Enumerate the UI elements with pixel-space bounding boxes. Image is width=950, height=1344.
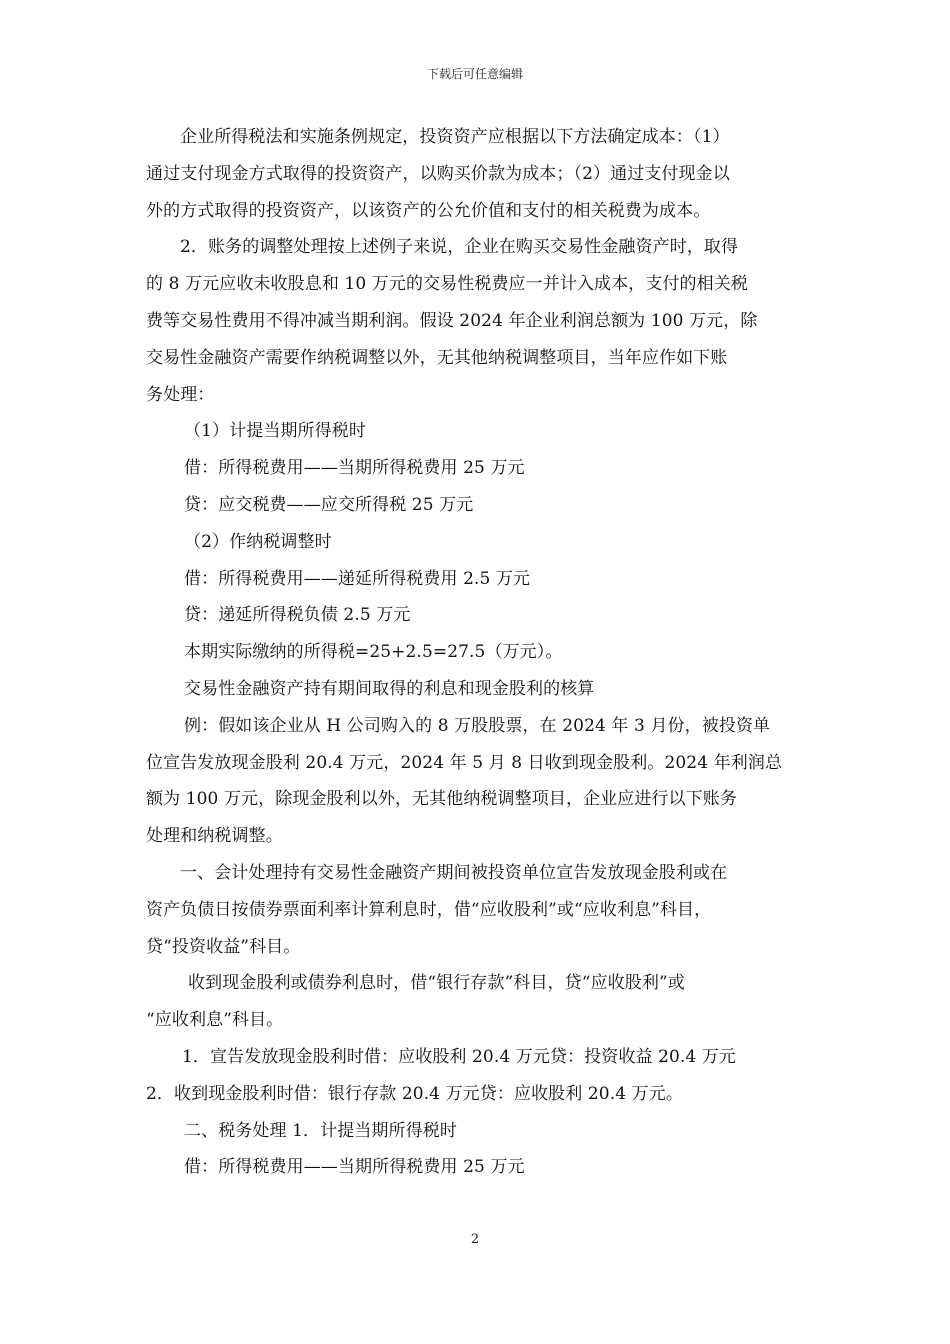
paragraph-line: 贷“投资收益”科目。 [146,936,301,957]
paragraph-line: 收到现金股利或债券利息时，借“银行存款”科目，贷“应收股利”或 [188,973,685,994]
paragraph-line: 企业所得税法和实施条例规定，投资资产应根据以下方法确定成本：（1） [180,127,730,147]
paragraph-line: 费等交易性费用不得冲减当期利润。假设 2024 年企业利润总额为 100 万元，除 [146,310,758,331]
paragraph-line: 额为 100 万元，除现金股利以外，无其他纳税调整项目，企业应进行以下账务 [146,789,737,810]
document-body [146,119,821,1186]
paragraph-line: 处理和纳税调整。 [146,826,283,847]
paragraph-line: 例：假如该企业从 H 公司购入的 8 万股股票，在 2024 年 3 月份，被投资单 [184,715,771,736]
paragraph-line: 二、税务处理 1．计提当期所得税时 [184,1120,457,1141]
paragraph-line: 借：所得税费用——当期所得税费用 25 万元 [184,458,525,479]
paragraph-line: “应收利息”科目。 [146,1010,284,1031]
paragraph-line: 务处理： [146,384,215,405]
paragraph-line: 贷：递延所得税负债 2.5 万元 [184,605,411,626]
paragraph-line: 本期实际缴纳的所得税=25+2.5=27.5（万元）。 [184,642,563,663]
paragraph-line: 一、会计处理持有交易性金融资产期间被投资单位宣告发放现金股利或在 [180,862,728,883]
paragraph-line: 借：所得税费用——递延所得税费用 2.5 万元 [184,568,531,589]
paragraph-line: 外的方式取得的投资资产，以该资产的公允价值和支付的相关税费为成本。 [146,200,711,221]
paragraph-line: （1）计提当期所得税时 [184,421,366,442]
paragraph-line: （2）作纳税调整时 [184,531,332,552]
paragraph-line: 交易性金融资产需要作纳税调整以外，无其他纳税调整项目，当年应作如下账 [146,347,728,368]
paragraph-line: 资产负债日按债券票面利率计算利息时，借“应收股利”或“应收利息”科目， [146,899,712,920]
page-number: 2 [470,1232,480,1247]
paragraph-line: 位宣告发放现金股利 20.4 万元，2024 年 5 月 8 日收到现金股利。2024 年利润总 [146,752,783,773]
page-header: 下载后可任意编辑 [426,67,523,81]
paragraph-line: 借：所得税费用——当期所得税费用 25 万元 [184,1157,525,1178]
paragraph-line: 2．账务的调整处理按上述例子来说，企业在购买交易性金融资产时，取得 [180,237,739,258]
paragraph-line: 通过支付现金方式取得的投资资产，以购买价款为成本；（2）通过支付现金以 [146,163,730,184]
paragraph-line: 交易性金融资产持有期间取得的利息和现金股利的核算 [184,678,595,699]
paragraph-line: 贷：应交税费——应交所得税 25 万元 [184,494,474,515]
paragraph-line: 的 8 万元应收未收股息和 10 万元的交易性税费应一并计入成本，支付的相关税 [146,274,748,295]
paragraph-line: 2．收到现金股利时借：银行存款 20.4 万元贷：应收股利 20.4 万元。 [146,1083,683,1104]
paragraph-line: 1．宣告发放现金股利时借：应收股利 20.4 万元贷：投资收益 20.4 万元 [182,1046,737,1067]
